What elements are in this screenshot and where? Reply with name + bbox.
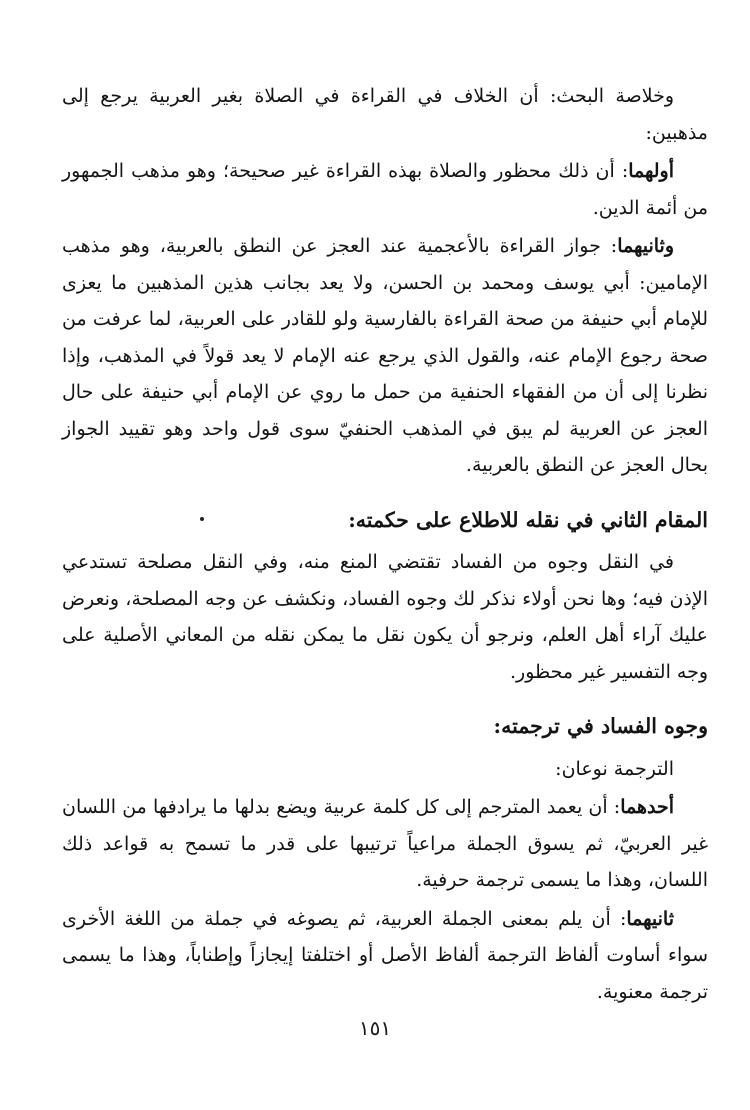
meaning-translation-paragraph xyxy=(62,901,708,1011)
translation-types-intro xyxy=(62,751,708,788)
ink-speck xyxy=(200,517,204,521)
section-one-paragraph xyxy=(62,544,708,690)
second-opinion-paragraph xyxy=(62,228,708,484)
first-opinion-lead: أولهما xyxy=(628,160,674,182)
first-opinion-text: : أن ذلك محظور والصلاة بهذه القراءة غير صحيحة؛ وهو مذهب الجمهور من أئمة الدين. xyxy=(62,160,708,219)
summary-text: وخلاصة البحث: أن الخلاف في القراءة في الصلاة بغير العربية يرجع إلى مذهبين: xyxy=(62,85,708,144)
literal-translation-paragraph xyxy=(62,789,708,899)
section-one-text: في النقل وجوه من الفساد تقتضي المنع منه، وفي النقل مصلحة تستدعي الإذن فيه؛ وها نحن أولاء نذكر لك وجوه الفساد، ونكشف عن وجه المصلحة، ونعرض عليك آراء أهل العلم، ونرجو أن يكون نقل ما يمكن نقله من المعاني الأصلية على وجه التفسير غير محظور. xyxy=(62,551,708,683)
second-opinion-text: : جواز القراءة بالأعجمية عند العجز عن النطق بالعربية، وهو مذهب الإمامين: أبي يوسف ومحمد بن الحسن، ولا يعد بجانب هذين المذهبين ما يعزى للإمام أبي حنيفة من صحة القراءة بالفارسية ولو للقادر على العربية، لما عرفت من صحة رجوع الإمام عنه، والقول الذي يرجع عنه الإمام لا يعد قولاً في المذهب، وإذا نظرنا إلى أن من الفقهاء الحنفية من حمل ما روي عن الإمام أبي حنيفة على حال العجز عن العربية لم يبق في المذهب الحنفيّ سوى قول واحد وهو تقييد الجواز بحال العجز عن النطق بالعربية. xyxy=(62,235,708,476)
literal-translation-lead: أحدهما xyxy=(620,796,674,818)
page-body xyxy=(62,78,708,1012)
second-opinion-lead: وثانيهما xyxy=(617,235,674,257)
summary-paragraph xyxy=(62,78,708,151)
literal-translation-text: : أن يعمد المترجم إلى كل كلمة عربية ويضع بدلها ما يرادفها من اللسان غير العربيّ، ثم يسوق الجملة مراعياً ترتيبها على قدر ما تسمح به قواعد ذلك اللسان، وهذا ما يسمى ترجمة حرفية. xyxy=(62,796,709,891)
section-heading-second-station: المقام الثاني في نقله للاطلاع على حكمته: xyxy=(348,507,708,532)
section-heading-corruption: وجوه الفساد في ترجمته: xyxy=(493,714,708,738)
page-number: ١٥١ xyxy=(358,1016,392,1040)
first-opinion-paragraph xyxy=(62,153,708,226)
meaning-translation-text: : أن يلم بمعنى الجملة العربية، ثم يصوغه في جملة من اللغة الأخرى سواء أساوت ألفاظ الترجمة ألفاظ الأصل أو اختلفتا إيجازاً وإطناباً، وهذا ما يسمى ترجمة معنوية. xyxy=(62,907,708,1003)
translation-types-intro-text: الترجمة نوعان: xyxy=(555,757,674,780)
meaning-translation-lead: ثانيهما xyxy=(626,907,674,930)
